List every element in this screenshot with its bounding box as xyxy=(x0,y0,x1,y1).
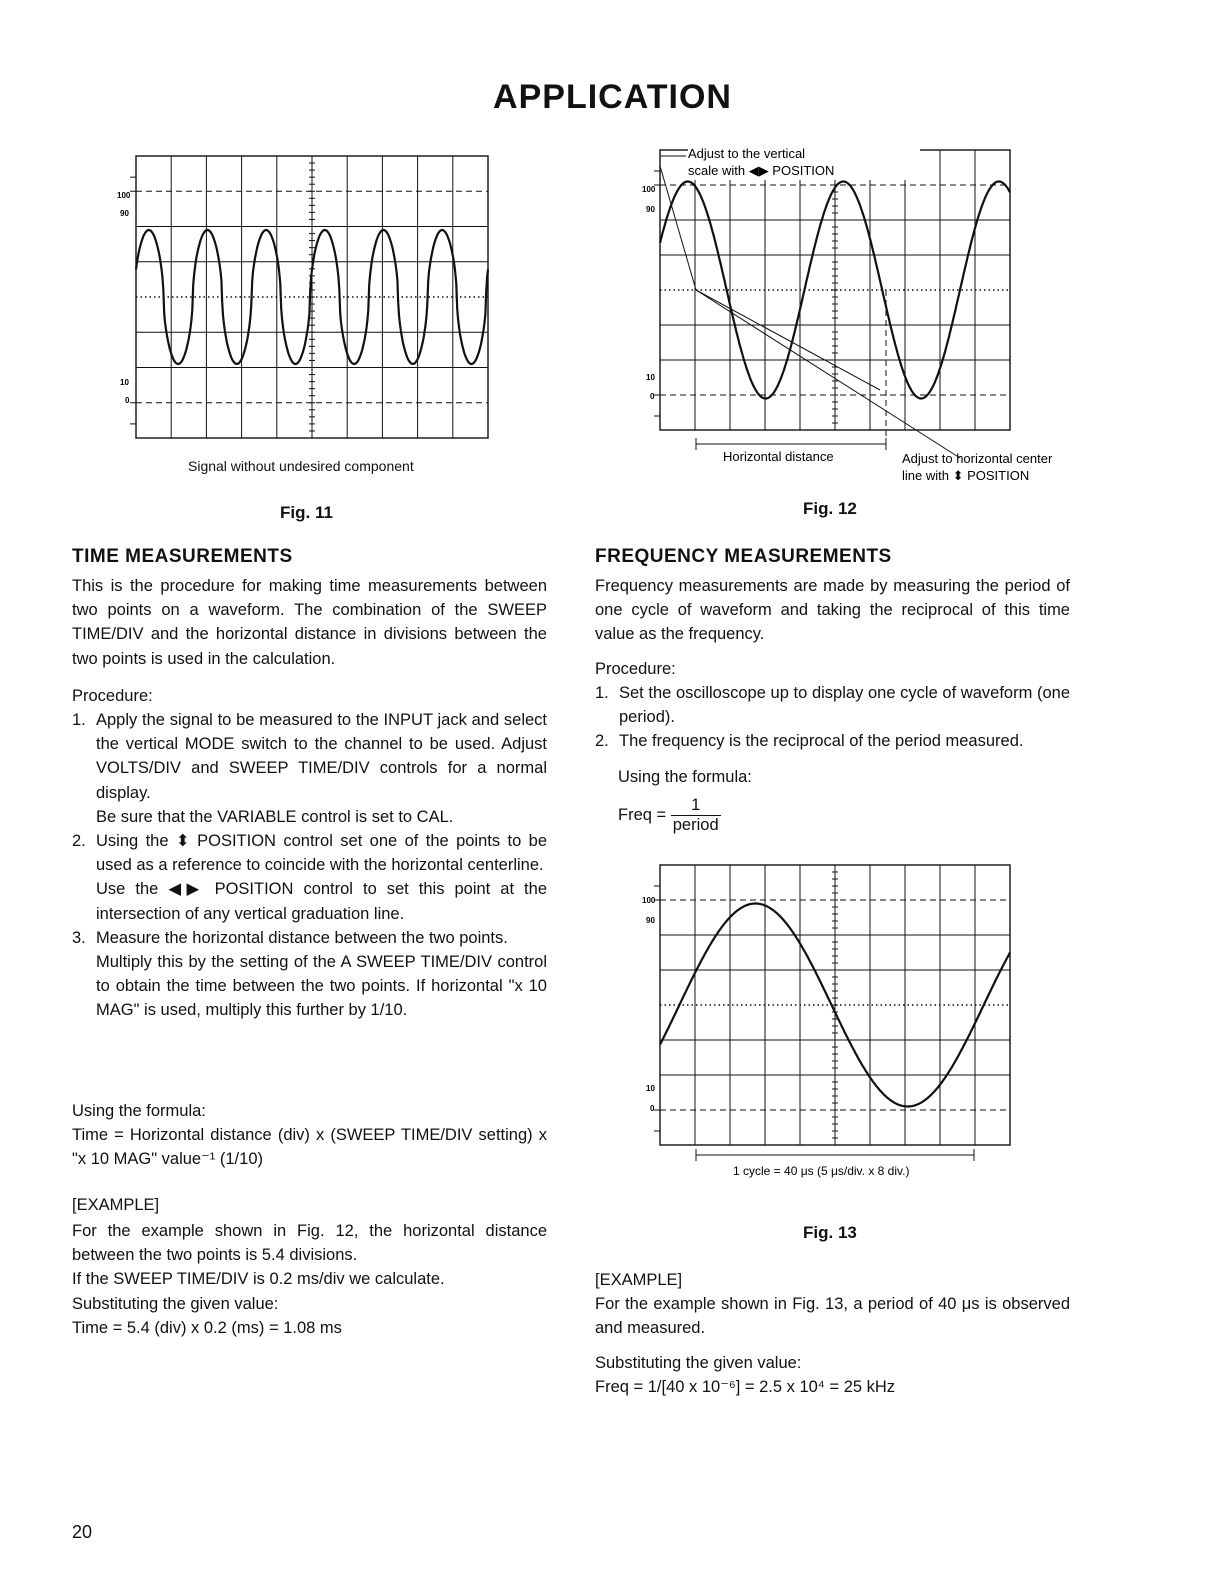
time-step-1-line2: Be sure that the VARIABLE control is set to CAL. xyxy=(96,807,454,826)
fig12-scale-100: 100 xyxy=(642,185,656,194)
freq-formula-label: Using the formula: xyxy=(618,768,752,786)
fig12-note-horiz: Horizontal distance xyxy=(723,449,834,464)
freq-formula-denominator: period xyxy=(672,816,719,834)
fig13-scale-100: 100 xyxy=(642,896,656,905)
time-step-3-num: 3. xyxy=(72,928,86,947)
freq-step-2 xyxy=(595,729,1070,753)
freq-example-label: [EXAMPLE] xyxy=(595,1271,683,1289)
fig13-label: Fig. 13 xyxy=(803,1223,857,1242)
time-steps xyxy=(72,708,547,1023)
fig13-oscilloscope-graticule xyxy=(630,855,1030,1185)
time-formula: Time = Horizontal distance (div) x (SWEEP TIME/DIV setting) x "x 10 MAG" value⁻¹ (1/10) xyxy=(72,1126,547,1169)
fig11-scale-0: 0 xyxy=(125,396,130,405)
fig11-scale-90: 90 xyxy=(120,209,129,218)
freq-step-1-num: 1. xyxy=(595,684,609,702)
time-step-3 xyxy=(72,926,547,1023)
time-example-line2: If the SWEEP TIME/DIV is 0.2 ms/div we calculate. xyxy=(72,1270,445,1289)
freq-step-2-text: The frequency is the reciprocal of the period measured. xyxy=(619,732,1024,751)
page-title: APPLICATION xyxy=(493,78,732,116)
freq-example-text: For the example shown in Fig. 13, a period of 40 μs is observed and measured. xyxy=(595,1295,1070,1338)
fig13-scale-10: 10 xyxy=(646,1084,655,1093)
time-step-1-line1: Apply the signal to be measured to the INPUT jack and select the vertical MODE switch to the channel to be used. Adjust VOLTS/DIV and SWEEP TIME/DIV controls for a normal display. xyxy=(96,711,547,802)
time-example-label: [EXAMPLE] xyxy=(72,1196,160,1214)
time-step-2-line2: Use the ◀▶ POSITION control to set this point at the intersection of any vertical graduation line. xyxy=(96,880,547,923)
fig12-scale-0: 0 xyxy=(650,392,655,401)
time-heading: TIME MEASUREMENTS xyxy=(72,546,293,567)
time-example-line4: Time = 5.4 (div) x 0.2 (ms) = 1.08 ms xyxy=(72,1318,342,1337)
fig12-annotation-diag xyxy=(696,290,880,390)
fig11-scale-10: 10 xyxy=(120,378,129,387)
freq-step-1 xyxy=(595,681,1070,729)
freq-step-1-text: Set the oscilloscope up to display one cycle of waveform (one period). xyxy=(619,684,1070,727)
time-step-2-line1: Using the ⬍ POSITION control set one of the points to be used as a reference to coincide with the horizontal centerline. xyxy=(96,832,547,875)
fig13-scale-0: 0 xyxy=(650,1104,655,1113)
fig11-label: Fig. 11 xyxy=(280,503,333,522)
fig12-oscilloscope-graticule xyxy=(630,140,1080,480)
fig12-note-top-line1: Adjust to the vertical xyxy=(688,146,806,161)
freq-result: Freq = 1/[40 x 10⁻⁶] = 2.5 x 10⁴ = 25 kHz xyxy=(595,1378,896,1396)
time-step-3-line2: Multiply this by the setting of the A SWEEP TIME/DIV control to obtain the time between the two points. If horizontal "x 10 MAG" is used, multiply this further by 1/10. xyxy=(96,953,547,1020)
fig12-annotation-right-pointer xyxy=(696,290,960,458)
freq-heading: FREQUENCY MEASUREMENTS xyxy=(595,546,892,567)
fig12-scale-90: 90 xyxy=(646,205,655,214)
fig13-scale-90: 90 xyxy=(646,916,655,925)
time-intro: This is the procedure for making time measurements between two points on a waveform. The combination of the SWEEP TIME/DIV and the horizontal distance in divisions between the two points is used in the calculation. xyxy=(72,577,547,668)
fig12-label: Fig. 12 xyxy=(803,499,857,518)
freq-formula xyxy=(618,796,721,835)
time-step-2 xyxy=(72,829,547,926)
freq-formula-fraction xyxy=(671,796,721,835)
time-example-line3: Substituting the given value: xyxy=(72,1294,279,1313)
time-example xyxy=(72,1219,547,1340)
fig12-note-right-line2: line with ⬍ POSITION xyxy=(902,468,1030,480)
time-step-1 xyxy=(72,708,547,829)
freq-formula-lhs: Freq = xyxy=(618,805,667,824)
page-number: 20 xyxy=(72,1522,93,1542)
fig11-caption: Signal without undesired component xyxy=(188,458,414,474)
freq-subst-label: Substituting the given value: xyxy=(595,1354,802,1372)
time-example-line1: For the example shown in Fig. 12, the horizontal distance between the two points is 5.4 divisions. xyxy=(72,1222,547,1265)
time-step-1-num: 1. xyxy=(72,711,86,729)
fig12-note-top-line2: scale with ◀▶ POSITION xyxy=(688,163,835,178)
freq-steps xyxy=(595,681,1070,754)
time-formula-label: Using the formula: xyxy=(72,1102,206,1120)
time-step-2-num: 2. xyxy=(72,832,86,851)
fig12-note-right-line1: Adjust to horizontal center xyxy=(902,451,1053,466)
fig11-oscilloscope-graticule xyxy=(100,150,500,450)
freq-intro: Frequency measurements are made by measuring the period of one cycle of waveform and taking the reciprocal of this time value as the frequency. xyxy=(595,577,1070,644)
fig13-caption: 1 cycle = 40 μs (5 μs/div. x 8 div.) xyxy=(733,1164,910,1178)
fig12-scale-10: 10 xyxy=(646,373,655,382)
freq-step-2-num: 2. xyxy=(595,732,609,751)
time-procedure-label: Procedure: xyxy=(72,687,153,705)
time-step-3-line1: Measure the horizontal distance between the two points. xyxy=(96,928,508,947)
freq-procedure-label: Procedure: xyxy=(595,660,676,678)
freq-formula-numerator: 1 xyxy=(671,796,721,816)
fig11-scale-100: 100 xyxy=(117,191,131,200)
